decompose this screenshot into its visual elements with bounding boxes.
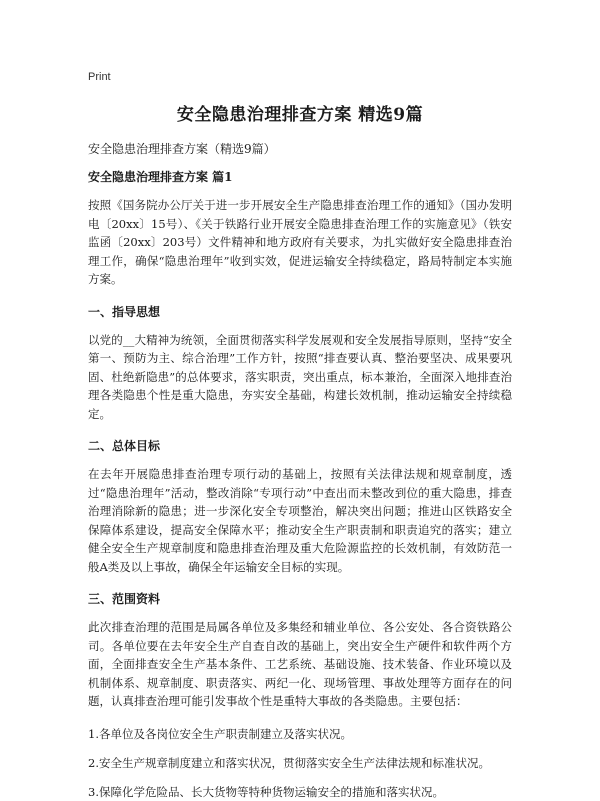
section-heading-scope: 三、范围资料 [88,592,161,606]
section-heading-guiding-ideology: 一、指导思想 [88,304,161,319]
section-body-guiding-ideology: 以党的__大精神为统领，全面贯彻落实科学发展观和安全发展指导原则，坚持“安全第一、预防为主、综合治理”工作方针，按照“排查要认真、整治要坚决、成果要巩固、杜绝新隐患”的总体要求，落实职责，突出重点，标本兼治，全面深入地排查治理各类隐患个性是重大隐患，夯实安全基础，构建长效机制，推动运输安全持续稳定。 [88,332,512,421]
list-item: 2.安全生产规章制度建立和落实状况，贯彻落实安全生产法律法规和标准状况。 [88,755,490,770]
section-heading-overall-goal: 二、总体目标 [88,439,161,453]
intro-paragraph: 按照《国务院办公厅关于进一步开展安全生产隐患排查治理工作的通知》（国办发明电〔20xx〕15号）、《关于铁路行业开展安全隐患排查治理工作的实施意见》（铁安监函〔20xx〕203号）文件精神和地方政府有关要求，为扎实做好安全隐患排查治理工作，确保“隐患治理年”收到实效，促进运输安全持续稳定，路局特制定本实施方案。 [88,198,512,286]
print-label: Print [88,71,111,83]
list-item: 3.保障化学危险品、长大货物等特种货物运输安全的措施和落实状况。 [88,784,444,799]
document-subtitle: 安全隐患治理排查方案（精选9篇） [88,142,276,156]
section-body-overall-goal: 在去年开展隐患排查治理专项行动的基础上，按照有关法律法规和规章制度，透过“隐患治理年”活动，整改消除“专项行动”中查出而未整改到位的重大隐患，排查治理消除新的隐患；进一步深化安全专项整治，解决突出问题；推进山区铁路安全保障体系建设，提高安全保障水平；推动安全生产职责制和职责追究的落实；建立健全安全生产规章制度和隐患排查治理及重大危险源监控的长效机制，有效防范一般A类及以上事故，确保全年运输安全目标的实现。 [88,467,512,574]
article-title: 安全隐患治理排查方案 篇1 [88,170,233,184]
section-body-scope: 此次排查治理的范围是局属各单位及多集经和辅业单位、各公安处、各合资铁路公司。各单位要在去年安全生产自查自改的基础上，突出安全生产硬件和软件两个方面，全面排查安全生产基本条件、工艺系统、基础设施、技术装备、作业环境以及机制体系、规章制度、职责落实、两纪一化、现场管理、事故处理等方面存在的问题，认真排查治理可能引发事故个性是重特大事故的各类隐患。主要包括： [88,620,512,708]
document-title: 安全隐患治理排查方案 精选9篇 [176,105,424,125]
list-item: 1.各单位及各岗位安全生产职责制建立及落实状况。 [88,726,352,741]
